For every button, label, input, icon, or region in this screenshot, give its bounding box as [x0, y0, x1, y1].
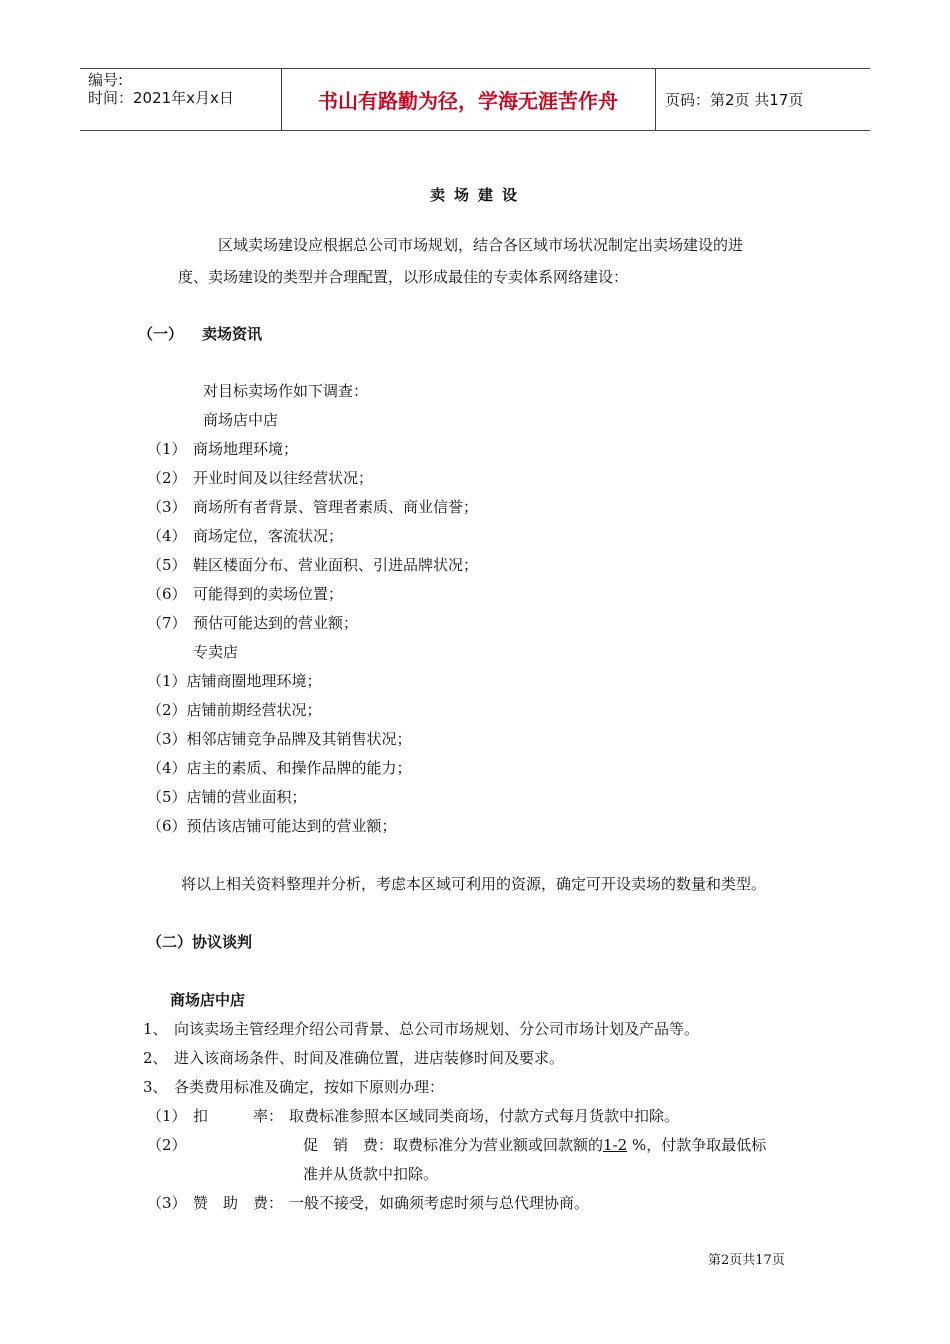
- list-item-number: 1、: [143, 1020, 168, 1038]
- intro-paragraph-line: 区域卖场建设应根据总公司市场规划，结合各区域市场状况制定出卖场建设的进: [218, 236, 744, 254]
- header-page-info: 页码：第2页 共17页: [665, 91, 804, 109]
- list-item: 鞋区楼面分布、营业面积、引进品牌状况；: [193, 556, 479, 574]
- list-item: 向该卖场主管经理介绍公司背景、总公司市场规划、分公司市场计划及产品等。: [174, 1020, 700, 1038]
- list-item-number: （6）: [147, 585, 187, 603]
- time-label: 时间：2021年x月x日: [88, 89, 234, 107]
- page-footer: 第2页共17页: [708, 1253, 785, 1268]
- list-item: 预估可能达到的营业额；: [193, 614, 359, 632]
- list-item-number: （3）: [147, 498, 187, 516]
- header-divider: [655, 69, 656, 130]
- page-header: [80, 68, 870, 131]
- list-item-number: （7）: [147, 614, 187, 632]
- fee-text: 取费标准分为营业额或回款额的: [393, 1136, 604, 1154]
- header-motto: 书山有路勤为径，学海无涯苦作舟: [318, 89, 618, 113]
- list-item: 商场定位，客流状况；: [193, 527, 344, 545]
- list-item: （3）相邻店铺竞争品牌及其销售状况；: [147, 730, 412, 748]
- header-meta: [88, 71, 234, 107]
- list-item: （5）店铺的营业面积；: [147, 788, 307, 806]
- list-item-number: （5）: [147, 556, 187, 574]
- list-item-number: （1）: [147, 440, 187, 458]
- fee-name: 赞 助 费：: [193, 1194, 284, 1212]
- list-item: （1）店铺商圈地理环境；: [147, 672, 322, 690]
- list-item: 可能得到的卖场位置；: [193, 585, 344, 603]
- list-item: 商场地理环境；: [193, 440, 299, 458]
- code-label: 编号:: [88, 71, 124, 89]
- fee-text: %，付款争取最低标: [627, 1136, 767, 1154]
- list-item: 商场所有者背景、管理者素质、商业信誉；: [193, 498, 479, 516]
- fee-number: （1）: [147, 1107, 187, 1125]
- section-heading: （二）协议谈判: [147, 933, 253, 951]
- list-item-number: 2、: [143, 1049, 168, 1067]
- section-number: （一）: [138, 325, 184, 343]
- fee-description: 一般不接受，如确须考虑时须与总代理协商。: [289, 1194, 590, 1212]
- section-lead: 对目标卖场作如下调查：: [203, 382, 369, 400]
- list-item: （2）店铺前期经营状况；: [147, 701, 322, 719]
- subsection-label: 商场店中店: [203, 411, 279, 429]
- fee-number: （2）: [147, 1136, 187, 1154]
- fee-range: 1-2: [603, 1136, 628, 1154]
- summary-paragraph: 将以上相关资料整理并分析，考虑本区域可利用的资源，确定可开设卖场的数量和类型。: [181, 875, 767, 893]
- list-item-number: 3、: [143, 1078, 168, 1096]
- list-item: 开业时间及以往经营状况；: [193, 469, 374, 487]
- list-item: 进入该商场条件、时间及准确位置，进店装修时间及要求。: [174, 1049, 565, 1067]
- list-item-number: （4）: [147, 527, 187, 545]
- list-item: （4）店主的素质、和操作品牌的能力；: [147, 759, 412, 777]
- list-item-number: （2）: [147, 469, 187, 487]
- fee-number: （3）: [147, 1194, 187, 1212]
- document-title: 卖场建设: [430, 186, 527, 204]
- intro-paragraph-line: 度、卖场建设的类型并合理配置，以形成最佳的专卖体系网络建设：: [178, 268, 629, 286]
- fee-name: 促 销 费：: [303, 1136, 394, 1154]
- subsection-label: 商场店中店: [170, 991, 246, 1009]
- fee-name: 扣 率：: [193, 1107, 284, 1125]
- fee-description: 取费标准参照本区域同类商场，付款方式每月货款中扣除。: [289, 1107, 680, 1125]
- list-item: （6）预估该店铺可能达到的营业额；: [147, 817, 397, 835]
- fee-description-continued: 准并从货款中扣除。: [303, 1165, 439, 1183]
- subsection-label: 专卖店: [193, 643, 239, 661]
- fee-description: [303, 1134, 766, 1155]
- list-item: 各类费用标准及确定，按如下原则办理：: [174, 1078, 445, 1096]
- section-heading: 卖场资讯: [202, 325, 263, 343]
